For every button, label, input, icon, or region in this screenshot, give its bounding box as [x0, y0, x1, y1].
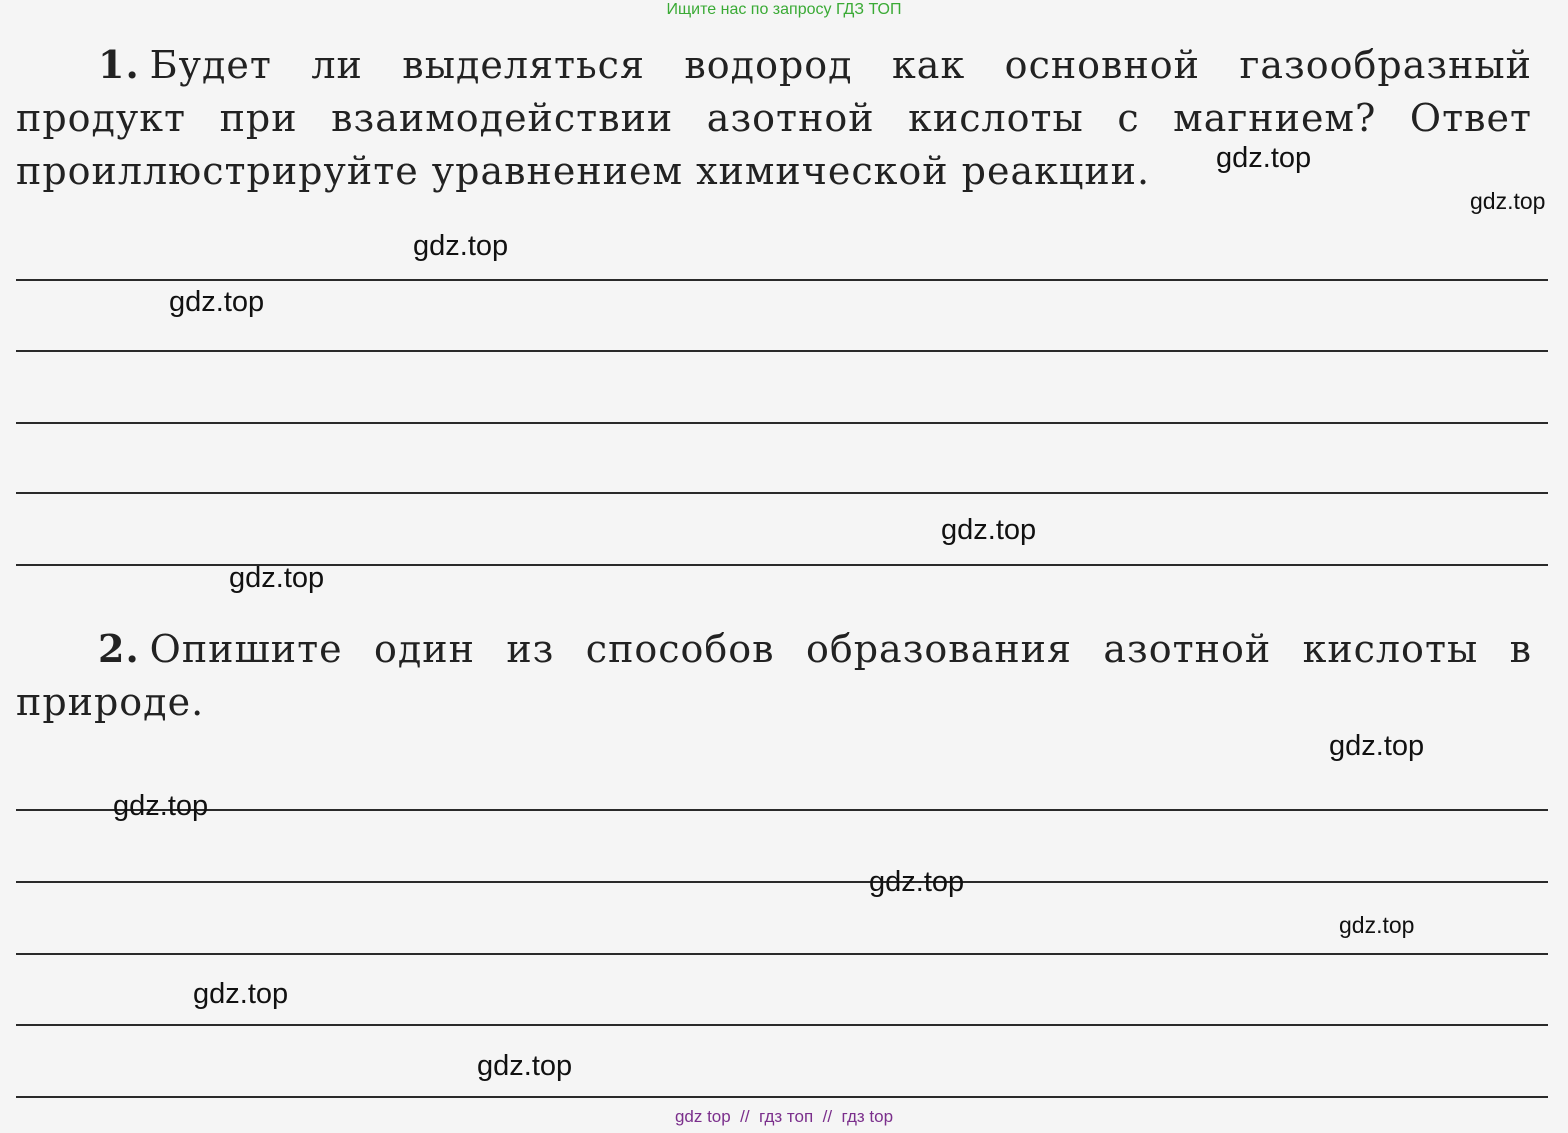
watermark: gdz.top — [1329, 730, 1425, 762]
watermark: gdz.top — [229, 562, 325, 594]
question-2-text: Опишите один из способов образования азотной кислоты в природе. — [16, 627, 1532, 724]
footer-links[interactable]: gdz top // гдз топ // гдз top — [674, 1107, 894, 1126]
question-2 — [16, 622, 1532, 729]
question-1-number: 1. — [98, 42, 140, 87]
watermark: gdz.top — [941, 514, 1037, 546]
answer-line[interactable] — [16, 1024, 1548, 1026]
answer-line[interactable] — [16, 809, 1548, 811]
answer-line[interactable] — [16, 953, 1548, 955]
watermark: gdz.top — [477, 1050, 573, 1082]
watermark: gdz.top — [193, 978, 289, 1010]
watermark: gdz.top — [169, 286, 265, 318]
watermark: gdz.top — [113, 790, 209, 822]
answer-line[interactable] — [16, 422, 1548, 424]
question-1-text: Будет ли выделяться водород как основной газообразный продукт при взаимодействии азотной кислоты с магнием? Ответ проиллюстрируйте уравнением химической реакции. — [16, 43, 1532, 193]
answer-line[interactable] — [16, 279, 1548, 281]
answer-line[interactable] — [16, 492, 1548, 494]
search-hint: Ищите нас по запросу ГДЗ ТОП — [666, 1, 902, 18]
watermark: gdz.top — [1216, 142, 1312, 174]
answer-line[interactable] — [16, 1096, 1548, 1098]
watermark: gdz.top — [869, 866, 965, 898]
answer-line[interactable] — [16, 881, 1548, 883]
answer-line[interactable] — [16, 350, 1548, 352]
watermark: gdz.top — [1470, 188, 1546, 214]
watermark: gdz.top — [1339, 912, 1415, 938]
question-2-number: 2. — [98, 626, 140, 671]
watermark: gdz.top — [413, 230, 509, 262]
